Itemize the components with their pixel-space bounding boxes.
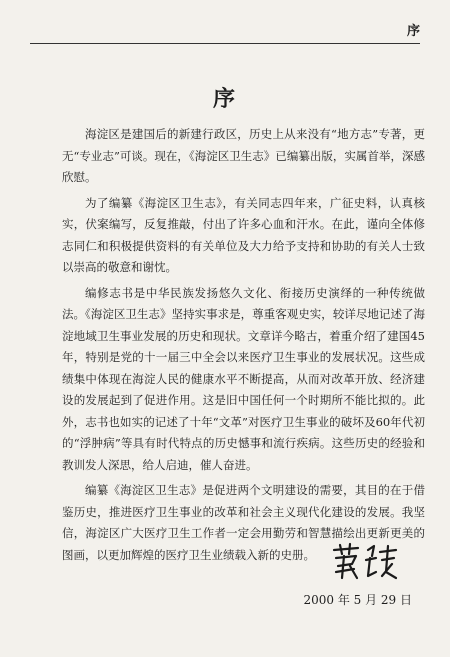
running-header: [30, 0, 420, 44]
preface-body: [62, 124, 425, 570]
page-title: 序: [212, 86, 237, 112]
handwritten-signature: [330, 542, 400, 582]
signature-image: [330, 542, 400, 582]
paragraph-3: 编修志书是中华民族发扬悠久文化、衔接历史演绎的一种传统做法。《海淀区卫生志》坚持实事求是，尊重客观史实，较详尽地记述了海淀地域卫生事业发展的历史和现状。文章详今略古，着重介绍了建国45年，特别是党的十一届三中全会以来医疗卫生事业的发展状况。这些成绩集中体现在海淀人民的健康水平不断提高，从而对改革开放、经济建设的发展起到了促进作用。这是旧中国任何一个时期所不能比拟的。此外，志书也如实的记述了十年“文革”对医疗卫生事业的破坏及60年代初的“浮肿病”等具有时代特点的历史憾事和流行疾病。这些历史的经验和教训发人深思，给人启迪，催人奋进。: [62, 285, 425, 472]
paragraph-4: 编纂《海淀区卫生志》是促进两个文明建设的需要，其目的在于借鉴历史，推进医疗卫生事业的改革和社会主义现代化建设的发展。我坚信，海淀区广大医疗卫生工作者一定会用勤劳和智慧描绘出更新更美的图画，以更加辉煌的医疗卫生业绩载入新的史册。: [62, 483, 425, 562]
date: 2000 年 5 月 29 日: [303, 593, 412, 607]
paragraph-1: 海淀区是建国后的新建行政区，历史上从来没有“地方志”专著，更无“专业志”可谈。现在，《海淀区卫生志》已编纂出版，实属首举，深感欣慰。: [62, 127, 425, 184]
paragraph-2: 为了编纂《海淀区卫生志》，有关同志四年来，广征史料，认真核实，伏案编写，反复推敲，付出了许多心血和汗水。在此，谨向全体修志同仁和积极提供资料的有关单位及大力给予支持和协助的有关人士致以崇高的敬意和谢忱。: [62, 195, 425, 274]
running-head-title: 序: [406, 24, 420, 39]
